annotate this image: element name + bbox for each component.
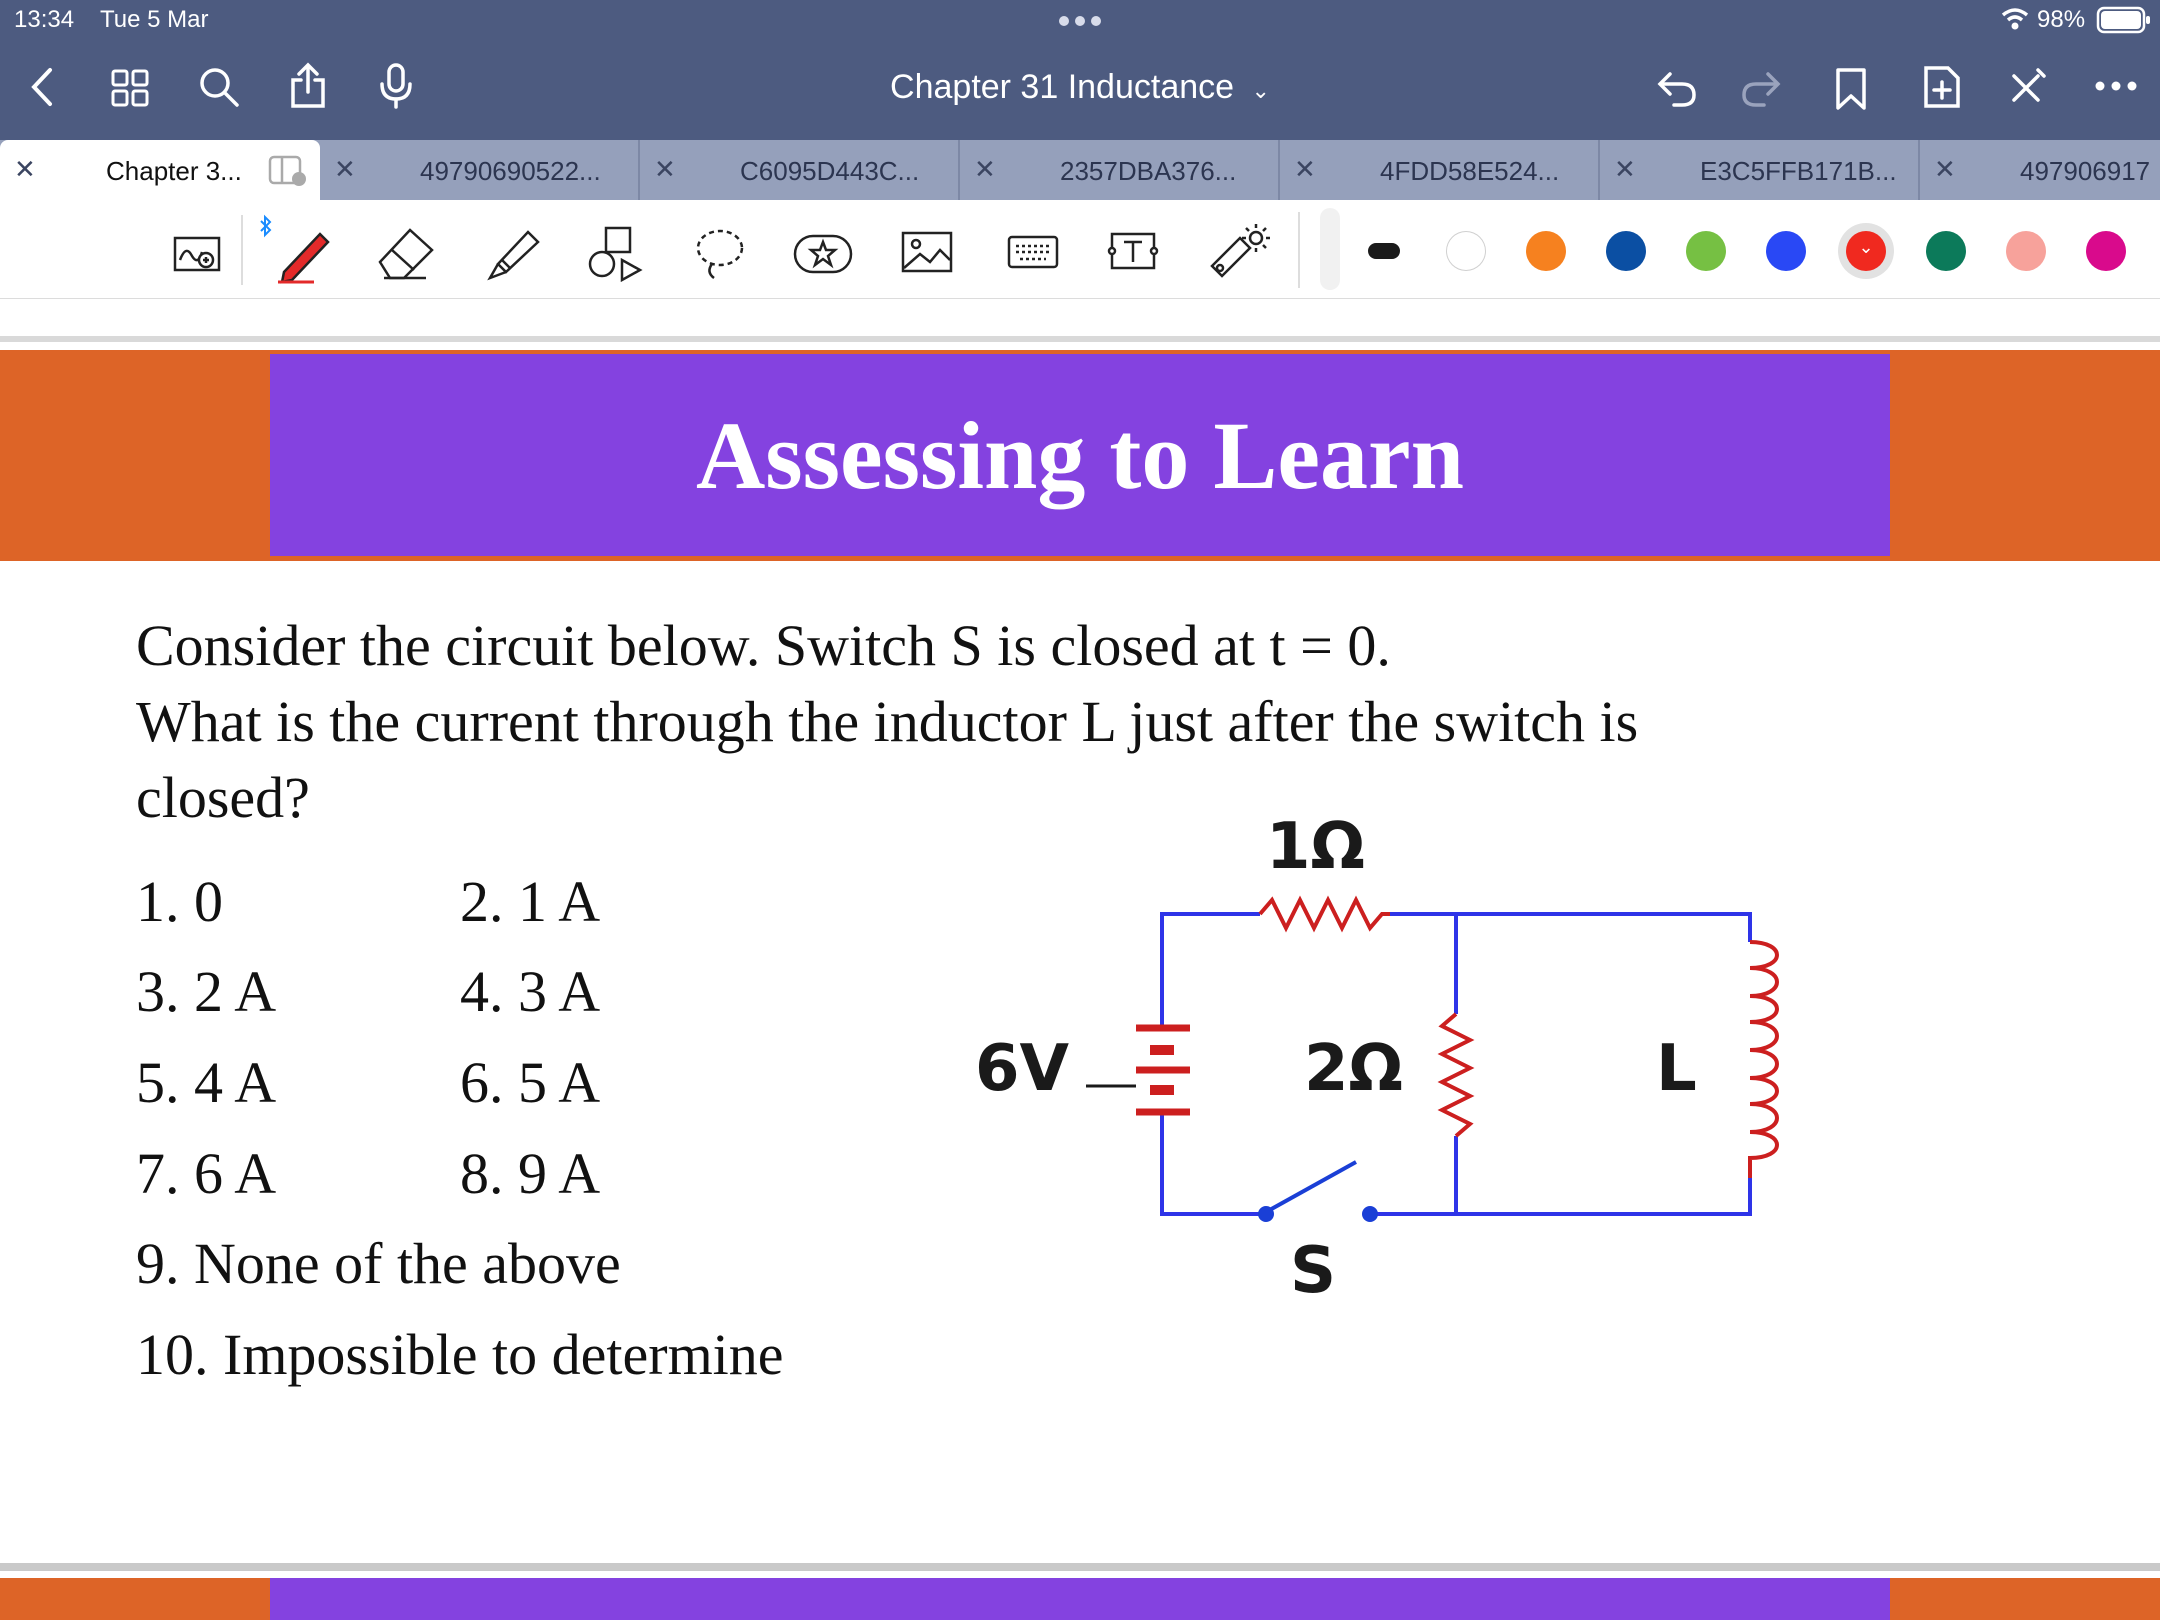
inductor-coil bbox=[1750, 942, 1777, 1178]
tab-label: 497906917 bbox=[2020, 156, 2151, 186]
back-chevron-icon[interactable] bbox=[28, 66, 54, 108]
elements-sticker-icon[interactable] bbox=[792, 228, 854, 283]
microphone-icon[interactable] bbox=[378, 62, 414, 110]
tab-label: C6095D443C... bbox=[740, 156, 920, 186]
next-slide-title-box bbox=[270, 1578, 1890, 1620]
answer-option: 10. Impossible to determine bbox=[136, 1322, 784, 1387]
switch-pivot bbox=[1258, 1206, 1274, 1222]
tab-2[interactable] bbox=[320, 140, 640, 200]
answer-option: 5. 4 A bbox=[136, 1050, 277, 1115]
keyboard-tool-icon[interactable] bbox=[1006, 234, 1060, 275]
switch-label: S bbox=[1290, 1234, 1337, 1308]
eraser-tool-icon[interactable] bbox=[376, 224, 438, 285]
tab-chapter-31[interactable] bbox=[0, 140, 320, 202]
tab-3[interactable] bbox=[640, 140, 960, 200]
wire-top-left bbox=[1162, 914, 1260, 915]
question-line-2: What is the current through the inductor L just after the switch is bbox=[136, 689, 1639, 754]
shapes-tool-icon[interactable] bbox=[586, 224, 644, 287]
divider bbox=[0, 336, 2160, 342]
tab-close-icon[interactable]: ✕ bbox=[334, 154, 356, 184]
document-title[interactable] bbox=[780, 68, 1380, 107]
tab-close-icon[interactable]: ✕ bbox=[1614, 154, 1636, 184]
page-divider bbox=[0, 1563, 2160, 1571]
switch-contact bbox=[1362, 1206, 1378, 1222]
tab-label: 2357DBA376... bbox=[1060, 156, 1237, 186]
switch-arm bbox=[1266, 1162, 1356, 1212]
color-swatch[interactable] bbox=[1606, 231, 1646, 271]
pen-tool-icon[interactable] bbox=[274, 222, 334, 289]
tab-4[interactable] bbox=[960, 140, 1280, 200]
tab-close-icon[interactable]: ✕ bbox=[14, 154, 36, 184]
split-view-icon[interactable] bbox=[268, 154, 308, 195]
tab-label: 4FDD58E524... bbox=[1380, 156, 1560, 186]
color-swatch[interactable] bbox=[1526, 231, 1566, 271]
slide-title: Assessing to Learn bbox=[695, 402, 1465, 509]
resistor-1 bbox=[1260, 900, 1390, 928]
tab-label: E3C5FFB171B... bbox=[1700, 156, 1897, 186]
answer-option: 7. 6 A bbox=[136, 1141, 277, 1206]
tab-label: Chapter 3... bbox=[106, 156, 242, 186]
tab-close-icon[interactable]: ✕ bbox=[974, 154, 996, 184]
share-icon[interactable] bbox=[288, 62, 328, 110]
color-swatch[interactable] bbox=[2006, 231, 2046, 271]
search-icon[interactable] bbox=[198, 66, 240, 108]
resistor-2 bbox=[1442, 1014, 1470, 1136]
answer-option: 1. 0 bbox=[136, 869, 223, 934]
close-pen-mode-icon[interactable] bbox=[2008, 66, 2048, 106]
inductor-label: L bbox=[1656, 1032, 1697, 1106]
wifi-icon bbox=[2000, 6, 2030, 32]
color-swatch[interactable] bbox=[1926, 231, 1966, 271]
status-date: Tue 5 Mar bbox=[100, 6, 209, 33]
r2-label: 2Ω bbox=[1304, 1032, 1403, 1106]
tab-label: 49790690522... bbox=[420, 156, 601, 186]
wire-left-lower bbox=[1162, 1112, 1260, 1214]
switch bbox=[1258, 1162, 1378, 1222]
top-navigation-bar bbox=[0, 0, 2160, 140]
r1-label: 1Ω bbox=[1266, 810, 1365, 884]
document-title-label: Chapter 31 Inductance bbox=[890, 68, 1235, 106]
text-box-tool-icon[interactable] bbox=[1106, 228, 1160, 279]
question-line-3: closed? bbox=[136, 765, 310, 830]
color-swatch[interactable] bbox=[1686, 231, 1726, 271]
zoom-window-icon[interactable] bbox=[172, 230, 224, 279]
color-swatch[interactable] bbox=[2086, 231, 2126, 271]
redo-icon[interactable] bbox=[1740, 68, 1784, 108]
tab-close-icon[interactable]: ✕ bbox=[1934, 154, 1956, 184]
wire-bottom-right bbox=[1370, 1178, 1750, 1214]
answer-option: 6. 5 A bbox=[460, 1050, 601, 1115]
battery-label: 6V bbox=[975, 1032, 1070, 1106]
battery-icon bbox=[2096, 6, 2152, 34]
tab-5[interactable] bbox=[1280, 140, 1600, 200]
multitasking-dots-icon[interactable] bbox=[1056, 14, 1104, 28]
color-swatch[interactable] bbox=[1766, 231, 1806, 271]
bookmark-icon[interactable] bbox=[1834, 66, 1868, 112]
grid-view-icon[interactable] bbox=[110, 68, 150, 108]
undo-icon[interactable] bbox=[1654, 68, 1698, 108]
tab-6[interactable] bbox=[1600, 140, 1920, 200]
tab-7[interactable] bbox=[1920, 140, 2160, 200]
lasso-tool-icon[interactable] bbox=[694, 226, 746, 285]
laser-pointer-icon[interactable] bbox=[1206, 222, 1270, 287]
answer-option: 3. 2 A bbox=[136, 959, 277, 1024]
battery-percentage: 98% bbox=[2037, 6, 2086, 33]
bluetooth-icon bbox=[258, 214, 274, 243]
chevron-down-icon: ⌄ bbox=[1858, 237, 1874, 257]
status-time: 13:34 bbox=[14, 6, 75, 33]
stroke-width-indicator[interactable] bbox=[1368, 243, 1400, 259]
image-tool-icon[interactable] bbox=[900, 230, 954, 279]
answer-option: 2. 1 A bbox=[460, 869, 601, 934]
highlighter-tool-icon[interactable] bbox=[484, 224, 542, 287]
chevron-down-icon: ⌄ bbox=[1251, 78, 1270, 103]
wire-top-right bbox=[1390, 914, 1750, 942]
answer-option: 8. 9 A bbox=[460, 1141, 601, 1206]
tab-bar bbox=[0, 140, 2160, 200]
annotation-toolbar bbox=[0, 200, 2160, 299]
answer-option: 4. 3 A bbox=[460, 959, 601, 1024]
color-swatch[interactable] bbox=[1846, 231, 1886, 271]
question-line-1: Consider the circuit below. Switch S is closed at t = 0. bbox=[136, 613, 1391, 678]
add-page-icon[interactable] bbox=[1922, 64, 1962, 110]
more-options-icon[interactable] bbox=[2094, 80, 2138, 92]
answer-option: 9. None of the above bbox=[136, 1231, 621, 1296]
tab-close-icon[interactable]: ✕ bbox=[654, 154, 676, 184]
tab-close-icon[interactable]: ✕ bbox=[1294, 154, 1316, 184]
color-swatch[interactable] bbox=[1446, 231, 1486, 271]
